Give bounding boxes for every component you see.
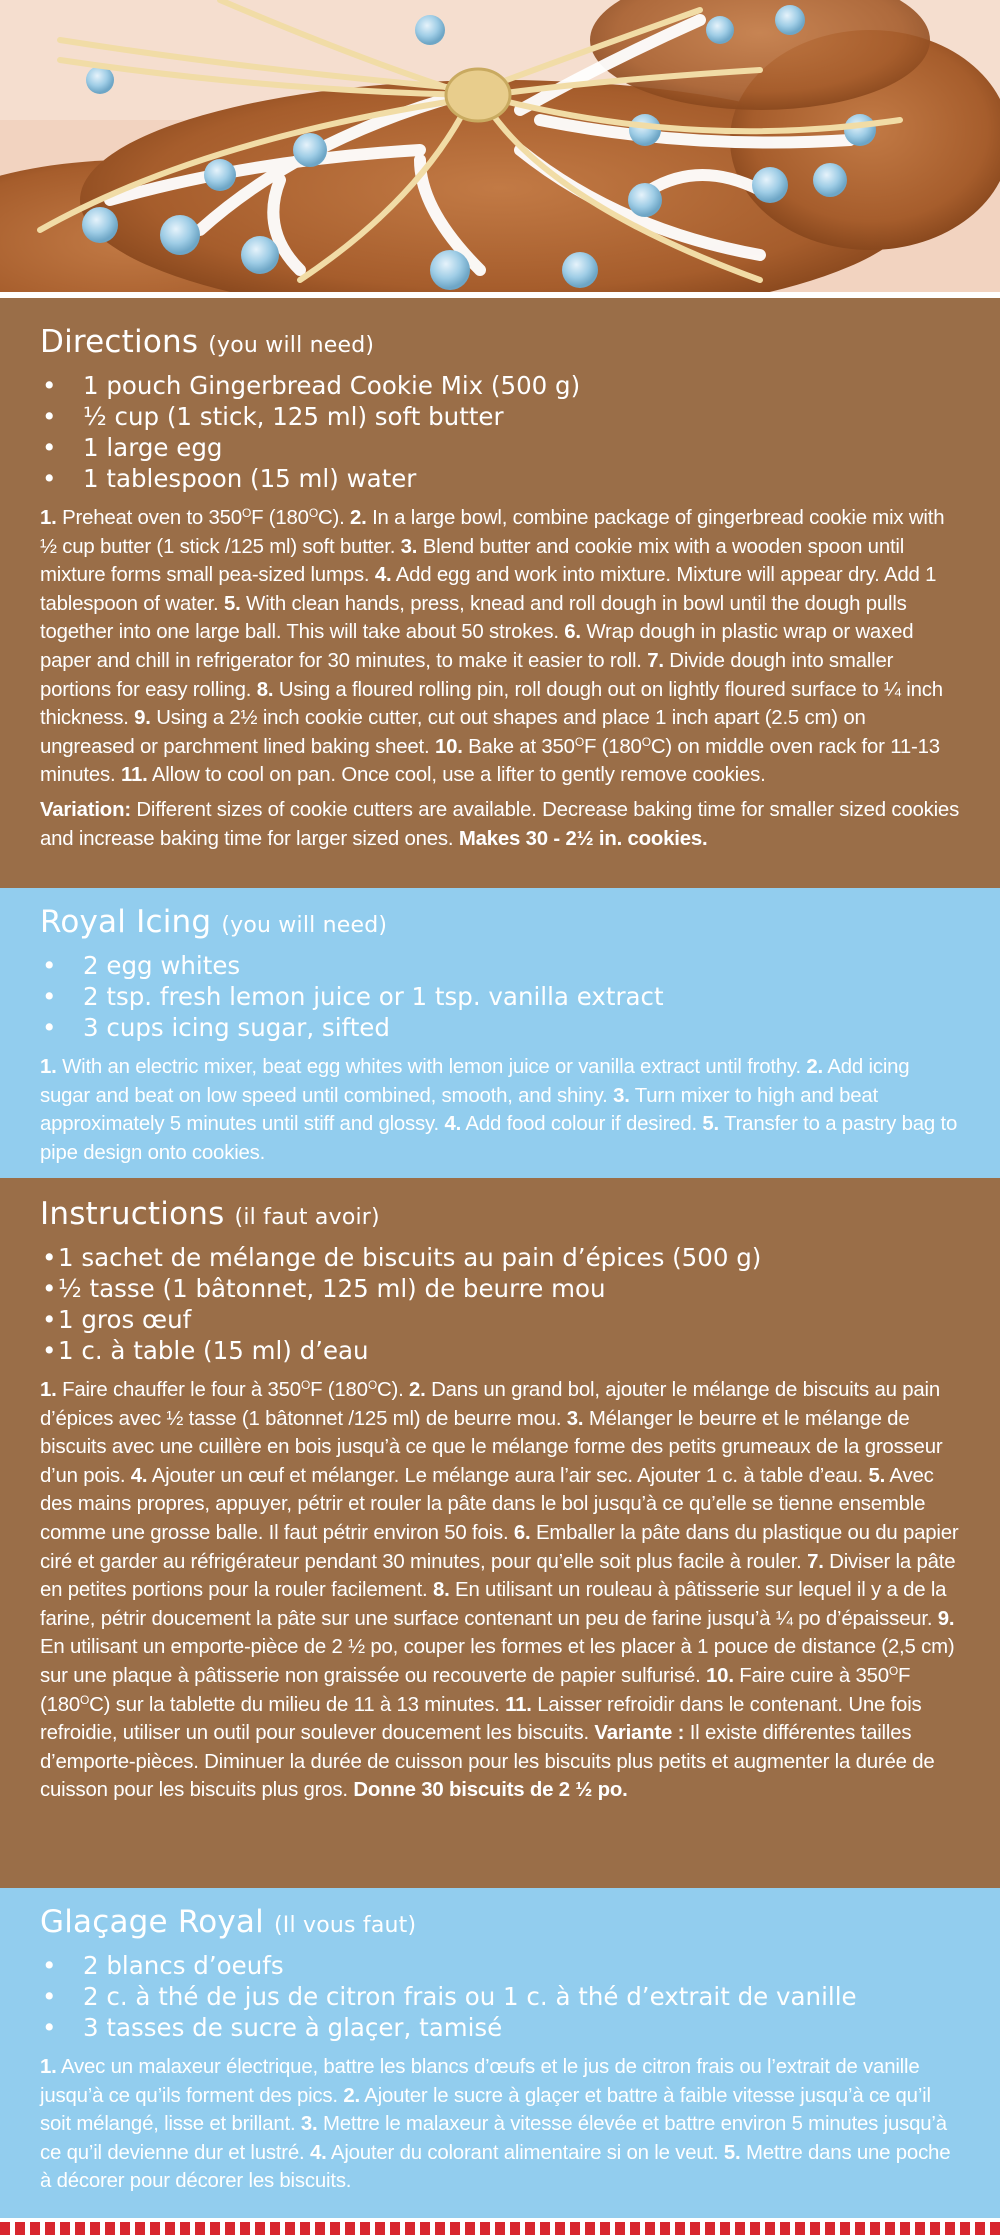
ingredient-item: • 1 gros œuf <box>40 1304 960 1335</box>
glacage-ingredients <box>40 1950 960 2043</box>
directions-steps: 1. Preheat oven to $350^OF$ $(180^OC)$. 2. In a large bowl, combine package of gingerbread cookie mix with ½ cup butter (1 stick /125 ml) soft butter. 3. Blend butter and cookie mix with a wooden spoon until mixture forms small pea-sized lumps. 4. Add egg and work into mixture. Mixture will appear dry. Add 1 tablespoon of water. 5. With clean hands, press, knead and roll dough in bowl until the dough pulls together into one large ball. This will take about 50 strokes. 6. Wrap dough in plastic wrap or waxed paper and chill in refrigerator for 30 minutes, to make it easier to roll. 7. Divide dough into smaller portions for easy rolling. 8. Using a floured rolling pin, roll dough out on lightly floured surface to ¼ inch thickness. 9. Using a 2½ inch cookie cutter, cut out shapes and place 1 inch apart (2.5 cm) on ungreased or parchment lined baking sheet. 10. Bake at $350^OF$ $(180^OC)$ on middle oven rack for 11-13 minutes. 11. Allow to cool on pan. Once cool, use a lifter to gently remove cookies. <box>40 506 945 787</box>
ingredient-item: • 2 blancs d’oeufs <box>40 1950 960 1981</box>
ingredient-item: • 3 tasses de sucre à glaçer, tamisé <box>40 2012 960 2043</box>
ingredient-item: • 1 tablespoon (15 ml) water <box>40 463 960 494</box>
glacage-title: Glaçage Royal <box>40 1904 264 1940</box>
gingerbread-cookies-photo-icon <box>0 0 1000 292</box>
instructions-steps: 1. Faire chauffer le four à $350^OF$ $(180^OC)$. 2. Dans un grand bol, ajouter le mélange de biscuits au pain d’épices avec ½ tasse (1 bâtonnet /125 ml) de beurre mou. 3. Mélanger le beurre et le mélange de biscuits avec une cuillère en bois jusqu’à ce que le mélange forme des petits grumeaux de la grosseur d’un pois. 4. Ajouter un œuf et mélanger. Le mélange aura l’air sec. Ajouter 1 c. à table d’eau. 5. Avec des mains propres, appuyer, pétrir et rouler la pâte dans le bol jusqu’à ce qu’elle se tienne ensemble comme une grosse balle. Il faut pétrir environ 50 fois. 6. Emballer la pâte dans du plastique ou du papier ciré et garder au réfrigérateur pendant 30 minutes, pour qu’elle soit plus facile à rouler. 7. Diviser la pâte en petites portions pour la rouler facilement. 8. En utilisant un rouleau à pâtisserie sur lequel il y a de la farine, pétrir doucement la pâte sur une surface contenant un peu de farine jusqu’à ¼ po d’épaisseur. 9. En utilisant un emporte-pièce de 2 ½ po, couper les formes et les placer à 1 pouce de distance (2,5 cm) sur une plaque à pâtisserie non graissée ou recouverte de papier sulfurisé. 10. Faire cuire à $350^OF$ $(180^OC)$ sur la tablette du milieu de 11 à 13 minutes. 11. Laisser refroidir dans le contenant. Une fois refroidie, utiliser un outil pour soulever doucement les biscuits. Variante : Il existe différentes tailles d’emporte-pièces. Diminuer la durée de cuisson pour les biscuits plus petits et augmenter la durée de cuisson pour les biscuits plus gros. Donne 30 biscuits de 2 ½ po. <box>40 1378 959 1802</box>
ingredient-item: • 2 tsp. fresh lemon juice or 1 tsp. vanilla extract <box>40 981 960 1012</box>
glacage-royal-section <box>0 1888 1000 2218</box>
instructions-heading <box>40 1194 960 1238</box>
directions-variation: Variation: Different sizes of cookie cutters are available. Decrease baking time for smaller sized cookies and increase baking time for larger sized ones. Makes 30 - 2½ in. cookies. <box>40 798 960 850</box>
instructions-title: Instructions <box>40 1196 225 1232</box>
ingredient-item: • 2 c. à thé de jus de citron frais ou 1 c. à thé d’extrait de vanille <box>40 1981 960 2012</box>
ingredient-item: • 1 large egg <box>40 432 960 463</box>
ingredient-item: • 3 cups icing sugar, sifted <box>40 1012 960 1043</box>
royal-icing-title: Royal Icing <box>40 904 212 940</box>
ingredient-item: • 1 sachet de mélange de biscuits au pain d’épices (500 g) <box>40 1242 960 1273</box>
ingredient-item: • ½ cup (1 stick, 125 ml) soft butter <box>40 401 960 432</box>
hero-photo <box>0 0 1000 292</box>
glacage-heading <box>40 1902 960 1946</box>
ingredient-item: • 1 c. à table (15 ml) d’eau <box>40 1335 960 1366</box>
ingredient-item: • 1 pouch Gingerbread Cookie Mix (500 g) <box>40 370 960 401</box>
glacage-subtitle: (Il vous faut) <box>274 1913 417 1938</box>
instructions-section <box>0 1178 1000 1888</box>
ingredient-item: • ½ tasse (1 bâtonnet, 125 ml) de beurre mou <box>40 1273 960 1304</box>
directions-title: Directions <box>40 324 199 360</box>
royal-icing-section <box>0 888 1000 1178</box>
bottom-stripe-border <box>0 2218 1000 2235</box>
red-dash-band <box>0 2222 1000 2235</box>
royal-icing-ingredients <box>40 950 960 1043</box>
ingredient-item: • 2 egg whites <box>40 950 960 981</box>
directions-ingredients <box>40 370 960 494</box>
glacage-steps: 1. Avec un malaxeur électrique, battre les blancs d’œufs et le jus de citron frais ou l’extrait de vanille jusqu’à ce qu’ils forment des pics. 2. Ajouter le sucre à glaçer et battre à faible vitesse jusqu’à ce qu’il soit mélangé, lisse et brillant. 3. Mettre le malaxeur à vitesse élevée et battre environ 5 minutes jusqu’à ce qu’il devienne dur et lustré. 4. Ajouter du colorant alimentaire si on le veut. 5. Mettre dans une poche à décorer pour décorer les biscuits. <box>40 2056 951 2193</box>
instructions-ingredients <box>40 1242 960 1366</box>
directions-section <box>0 298 1000 888</box>
royal-icing-subtitle: (you will need) <box>221 913 388 938</box>
directions-heading <box>40 322 960 366</box>
royal-icing-heading <box>40 902 960 946</box>
instructions-subtitle: (il faut avoir) <box>234 1205 380 1230</box>
royal-icing-steps: 1. With an electric mixer, beat egg whites with lemon juice or vanilla extract until frothy. 2. Add icing sugar and beat on low speed until combined, smooth, and shiny. 3. Turn mixer to high and beat approximately 5 minutes until stiff and glossy. 4. Add food colour if desired. 5. Transfer to a pastry bag to pipe design onto cookies. <box>40 1056 958 1164</box>
directions-subtitle: (you will need) <box>208 333 375 358</box>
